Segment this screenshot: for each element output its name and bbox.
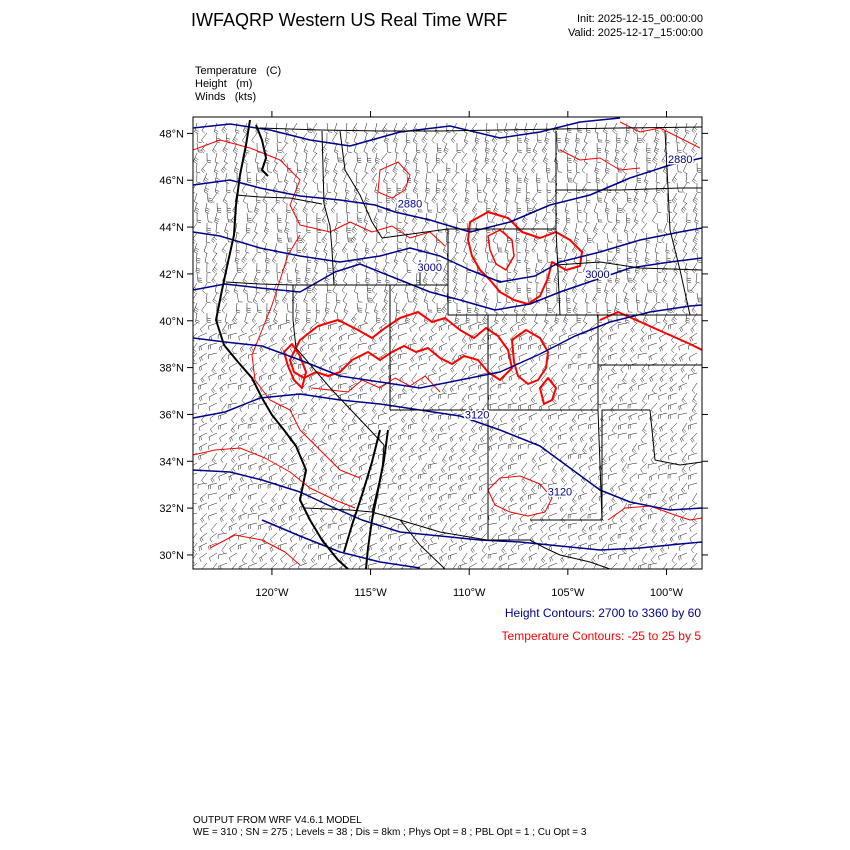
lat-tick-label: 32°N	[159, 503, 184, 516]
height-contour-label: 3000	[585, 268, 610, 281]
footer-config: WE = 310 ; SN = 275 ; Levels = 38 ; Dis = 8km ; Phys Opt = 8 ; PBL Opt = 1 ; Cu Opt = 3	[193, 827, 587, 838]
wind-barb-field	[188, 123, 702, 573]
lon-tick-label: 105°W	[551, 587, 585, 599]
lon-tick-label: 110°W	[453, 587, 486, 599]
init-time: Init: 2025-12-15_00:00:00	[577, 13, 703, 25]
lat-tick-label: 42°N	[159, 268, 184, 281]
temp-contour-thin-west	[252, 235, 360, 478]
lon-tick-label: 100°W	[649, 587, 684, 599]
lat-tick-label: 36°N	[159, 409, 184, 422]
temperature-contours	[193, 122, 702, 565]
valid-time: Valid: 2025-12-17_15:00:00	[568, 27, 703, 39]
field-name: Winds	[195, 91, 226, 103]
temp-contour-thin-south2	[608, 506, 702, 520]
field-unit: (C)	[265, 65, 282, 77]
height-contours	[193, 118, 702, 568]
height-contour-label: 2880	[668, 154, 693, 167]
border-id-mt	[340, 131, 382, 238]
temp-contour-thin-north	[193, 140, 445, 246]
border-ok-tx	[650, 410, 702, 465]
lat-tick-label: 30°N	[159, 549, 184, 562]
wind-barbs	[188, 123, 702, 573]
border-nm-tx	[530, 410, 650, 520]
lat-tick-label: 38°N	[159, 362, 184, 375]
lon-tick-label: 120°W	[255, 587, 289, 599]
temp-contour-thin-baja	[210, 535, 300, 565]
lat-tick-label: 48°N	[159, 128, 184, 141]
height-contour-label: 3120	[547, 486, 573, 499]
legend-temperature: Temperature Contours: -25 to 25 by 5	[501, 629, 701, 643]
field-unit: (kts)	[234, 91, 257, 103]
lat-tick-label: 34°N	[159, 456, 184, 469]
border-mexico-states	[400, 520, 445, 569]
lat-tick-label: 40°N	[159, 315, 184, 328]
temp-contour-thin-east	[620, 122, 700, 148]
border-sd-nd	[556, 188, 702, 190]
height-contour-label: 2880	[397, 198, 423, 211]
map-title: IWFAQRP Western US Real Time WRF	[191, 10, 508, 30]
field-unit: (m)	[235, 78, 253, 90]
temp-contour-nm	[540, 378, 556, 404]
lon-tick-label: 115°W	[354, 587, 387, 599]
footer-model: OUTPUT FROM WRF V4.6.1 MODEL	[193, 815, 362, 826]
field-name: Temperature	[195, 65, 257, 77]
lat-tick-label: 44°N	[159, 222, 184, 235]
temp-contour-colorado	[512, 330, 548, 384]
field-name: Height	[195, 78, 227, 90]
height-contour-3180	[193, 470, 702, 550]
plot-frame	[193, 117, 702, 569]
map-axes	[159, 111, 708, 599]
temp-contour-thin-ne	[560, 150, 640, 170]
height-contour-label: 3000	[417, 261, 442, 274]
lat-tick-label: 46°N	[159, 175, 184, 188]
height-contour-label: 3120	[464, 409, 490, 422]
temp-contour-thin-south3	[193, 448, 355, 508]
legend-height: Height Contours: 2700 to 3360 by 60	[504, 606, 701, 620]
